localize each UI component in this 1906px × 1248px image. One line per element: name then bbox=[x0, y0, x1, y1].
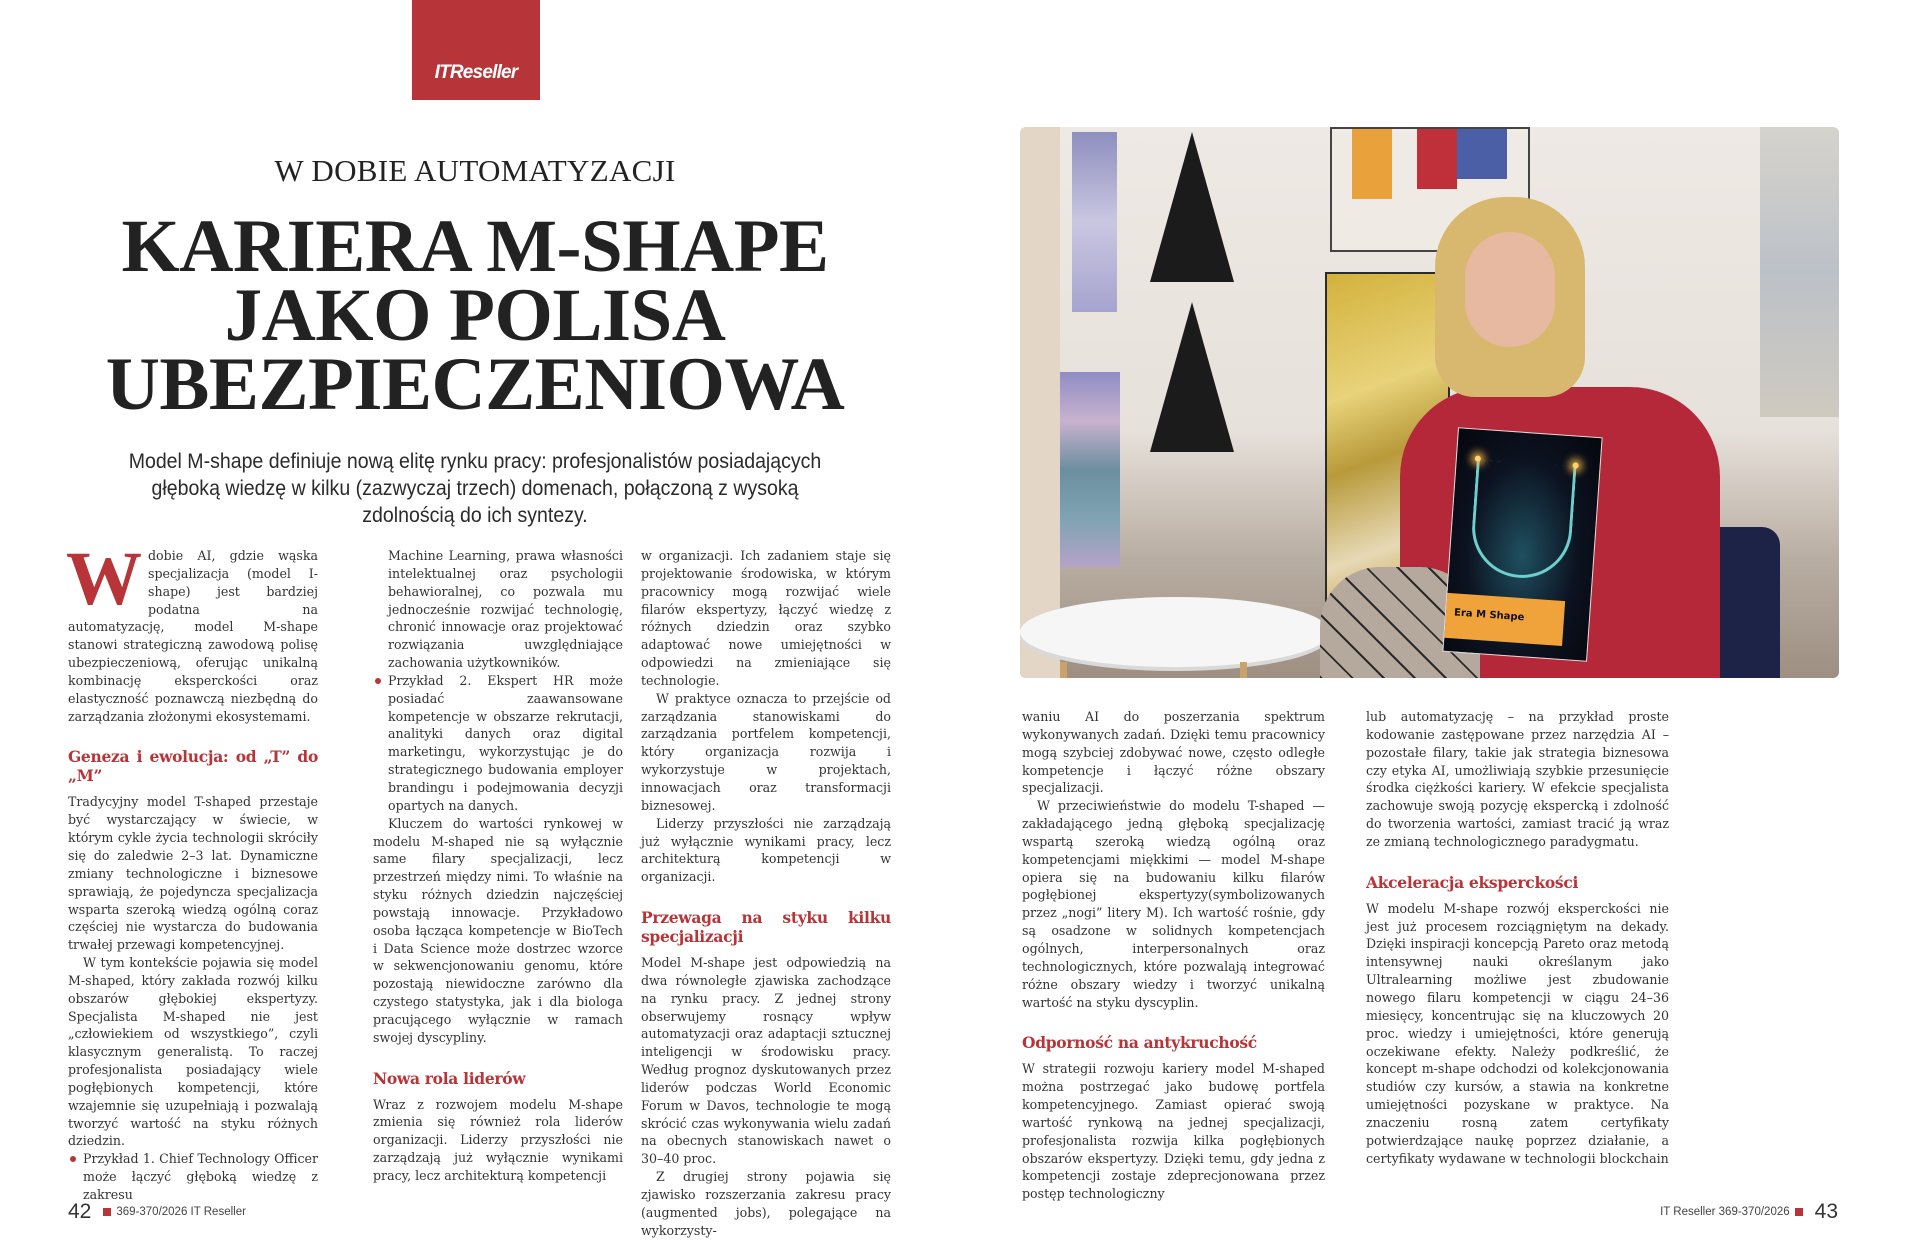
book-title-band: Era M Shape bbox=[1444, 593, 1565, 646]
photo-table bbox=[1020, 597, 1330, 667]
column-3 bbox=[641, 547, 891, 1240]
photo-painting bbox=[1760, 127, 1839, 417]
logo-text: ITReseller bbox=[434, 62, 518, 83]
paragraph: W tym kontekście pojawia się model M-shaped, który zakłada rozwój kilku obszarów głębokiej ekspertyzy. Specjalista M-shaped nie jest „człowiekiem od wszystkiego”, czyli klasycznym generalistą. To raczej profesjonalista posiadający wiele pogłębionych kompetencji, które wzajemnie się uzupełniają i pozwalają tworzyć wartość na styku różnych dziedzin. bbox=[68, 955, 318, 1149]
column-1 bbox=[66, 537, 318, 1204]
section-heading-przewaga: Przewaga na styku kilku specjalizacji bbox=[641, 908, 891, 947]
section-heading-nowa-rola: Nowa rola liderów bbox=[373, 1068, 526, 1088]
paragraph: W strategii rozwoju kariery model M-shaped można postrzegać jako budowę portfela kompetencyjnego. Zamiast opierać swoją wartość rynkową na jednej specjalizacji, profesjonalista rozwija kilka pogłębionych obszarów ekspertyzy. Dzięki temu, gdy jedna z kompetencji zostaje zdeprecjonowana przez postęp technologiczny bbox=[1022, 1061, 1325, 1202]
footer-right bbox=[1660, 1200, 1838, 1224]
column-2 bbox=[373, 547, 623, 1185]
column-4 bbox=[1022, 708, 1325, 1203]
title-line-1: KARIERA M-SHAPE bbox=[121, 205, 829, 288]
page-number-left: 42 bbox=[68, 1200, 92, 1223]
photo-triangle-artwork bbox=[1150, 132, 1234, 282]
article-photo bbox=[1020, 127, 1839, 678]
paragraph: W przeciwieństwie do modelu T-shaped — zakładającego jedną głęboką specjalizację wspartą szeroką wiedzą ogólną oraz kompetencjami miękkimi — model M-shape opiera się na budowaniu kilku filarów pogłębionej ekspertyzy(symbolizowanych przez „nogi” litery M). Ich wartość rośnie, gdy są osadzone w solidnych kompetencjach ogólnych, interpersonalnych oraz technologicznych, które pozwalają integrować różne obszary wiedzy i tworzyć unikalną wartość na styku dyscyplin. bbox=[1022, 798, 1325, 1010]
book-v-graphic bbox=[1469, 460, 1577, 582]
paragraph: Kluczem do wartości rynkowej w modelu M-shaped nie są wyłącznie same filary specjalizacji, lecz przestrzeń między nimi. To właśnie na styku różnych dziedzin najczęściej powstają innowacje. Przykładowo osoba łącząca kompetencje w BioTech i Data Science może dostrzec wzorce w sekwencjonowaniu genomu, które pozostają niewidoczne zarówno dla czystego statystyka, jak i dla biologa pracującego wyłącznie w ramach swojej dyscypliny. bbox=[373, 815, 623, 1045]
bullet-example-2: Przykład 2. Ekspert HR może posiadać zaawansowane kompetencje w obszarze rekrutacji, analityki danych oraz digital marketingu, wykorzystując je do strategicznego budowania employer brandingu i podejmowania decyzji opartych na danych. bbox=[373, 672, 623, 815]
red-square-icon bbox=[103, 1208, 111, 1216]
title-line-2: JAKO POLISA bbox=[224, 274, 726, 357]
section-heading-odpornosc: Odporność na antykruchość bbox=[1022, 1033, 1257, 1053]
article-kicker: W DOBIE AUTOMATYZACJI bbox=[274, 153, 676, 188]
drop-cap: W bbox=[66, 537, 142, 621]
bullet-example-1: Przykład 1. Chief Technology Officer może łączyć głęboką wiedzę z zakresu bbox=[68, 1150, 318, 1204]
intro-paragraph: Wdobie AI, gdzie wąska specjalizacja (model I-shape) jest bardziej podatna na automatyzację, model M-shape stanowi strategiczną zawodową polisę ubezpieczeniową, oferując unikalną kombinację eksperckości oraz elastyczność poznawczą niezbędną do zarządzania złożonymi ekosystemami. bbox=[66, 537, 318, 724]
paragraph: W praktyce oznacza to przejście od zarządzania stanowiskami do zarządzania portfelem kompetencji, który organizacja rozwija i wykorzystuje w projektach, innowacjach oraz transformacji biznesowej. bbox=[641, 690, 891, 813]
issue-info-left: 369-370/2026 IT Reseller bbox=[103, 1206, 246, 1218]
paragraph: Liderzy przyszłości nie zarządzają już wyłącznie wynikami pracy, lecz architekturą kompetencji w organizacji. bbox=[641, 815, 891, 885]
paragraph: Z drugiej strony pojawia się zjawisko rozszerzania zakresu pracy (augmented jobs), polegające na wykorzysty- bbox=[641, 1169, 891, 1238]
paragraph: waniu AI do poszerzania spektrum wykonywanych zadań. Dzięki temu pracownicy mogą szybciej zdobywać nowe, często odległe kompetencje i łączyć różne obszary specjalizacji. bbox=[1022, 709, 1325, 796]
paragraph: Wraz z rozwojem modelu M-shape zmienia się również rola liderów organizacji. Liderzy przyszłości nie zarządzają już wyłącznie wynikami pracy, lecz architekturą kompetencji bbox=[373, 1096, 623, 1183]
footer-left bbox=[68, 1200, 246, 1224]
bullet-example-1-continued: Machine Learning, prawa własności intelektualnej oraz psychologii behawioralnej, co pozwala mu jednocześnie rozwijać technologię, chronić innowacje oraz projektować rozwiązania uwzględniające zachowania użytkowników. bbox=[388, 548, 623, 671]
photo-table-leg bbox=[1240, 662, 1247, 678]
itreseller-logo bbox=[412, 0, 540, 100]
issue-info-right: IT Reseller 369-370/2026 bbox=[1660, 1206, 1803, 1218]
photo-book bbox=[1442, 427, 1602, 662]
section-heading-geneza: Geneza i ewolucja: od „T” do „M” bbox=[68, 747, 318, 786]
red-square-icon bbox=[1795, 1208, 1803, 1216]
paragraph: w organizacji. Ich zadaniem staje się projektowanie środowiska, w którym pracownicy mogą rozwijać wiele filarów ekspertyzy, łączyć wiedzę z różnych dziedzin oraz szybko adaptować nowe umiejętności w odpowiedzi na zmieniające się technologie. bbox=[641, 548, 891, 688]
title-line-3: UBEZPIECZENIOWA bbox=[105, 343, 845, 426]
paragraph: Model M-shape jest odpowiedzią na dwa równoległe zjawiska zachodzące na rynku pracy. Z jednej strony obserwujemy rosnący wpływ automatyzacji oraz adaptacji sztucznej inteligencji w środowisku pracy. Według prognoz dyskutowanych przez liderów podczas World Economic Forum w Davos, technologie te mogą skrócić czas wykonywania wielu zadań na obecnych stanowiskach nawet o 30–40 proc. bbox=[641, 955, 891, 1167]
section-heading-akceleracja: Akceleracja eksperckości bbox=[1366, 872, 1579, 892]
photo-painting bbox=[1072, 132, 1117, 312]
photo-triangle-artwork bbox=[1150, 302, 1234, 452]
photo-table-leg bbox=[1060, 662, 1067, 678]
book-star bbox=[1572, 462, 1578, 468]
paragraph: W modelu M-shape rozwój eksperckości nie jest już procesem rozciągniętym na dekady. Dzięki inspiracji koncepcją Pareto oraz metodą intensywnej nauki określanym jako Ultralearning możliwe jest zbudowanie nowego filaru kompetencji w ciągu 24–36 miesięcy, koncentrując się na kluczowych 20 proc. wiedzy i umiejętności, które generują oczekiwane efekty. Należy podkreślić, że koncept m-shape odchodzi od kolekcjonowania studiów czy kursów, a stawia na konkretne umiejętności pozyskane w praktyce. Na znaczeniu rosną zatem certyfikaty potwierdzające naukę poprzez działanie, a certyfikaty wydawane w technologii blockchain bbox=[1366, 900, 1669, 1166]
photo-person-face bbox=[1465, 232, 1555, 347]
paragraph: Tradycyjny model T-shaped przestaje być wystarczający w świecie, w którym cykle życia technologii skróciły się do zaledwie 2–3 lat. Dynamiczne zmiany technologiczne i biznesowe sprawiają, że pojedyncza specjalizacja wsparta szeroką wiedzą ogólną coraz częściej nie wystarcza do budowania trwałej przewagi kompetencyjnej. bbox=[68, 794, 318, 953]
paragraph: lub automatyzację – na przykład proste kodowanie zastępowane przez narzędzia AI – pozostałe filary, takie jak strategia biznesowa czy etyka AI, umożliwiają szybkie przesunięcie środka ciężkości kariery. W efekcie specjalista zachowuje swoją pozycję ekspercką i zdolność do tworzenia wartości, zamiast tracić ją wraz ze zmianą technologicznego paradygmatu. bbox=[1366, 709, 1669, 849]
photo-wall bbox=[1020, 127, 1060, 678]
column-5 bbox=[1366, 708, 1669, 1167]
article-lead: Model M-shape definiuje nową elitę rynku pracy: profesjonalistów posiadających głęboką wiedzę w kilku (zazwyczaj trzech) domenach, połączoną z wysoką zdolnością do ich syntezy. bbox=[128, 450, 822, 527]
photo-painting bbox=[1060, 372, 1120, 567]
article-title bbox=[60, 205, 890, 426]
page-number-right: 43 bbox=[1814, 1200, 1838, 1223]
